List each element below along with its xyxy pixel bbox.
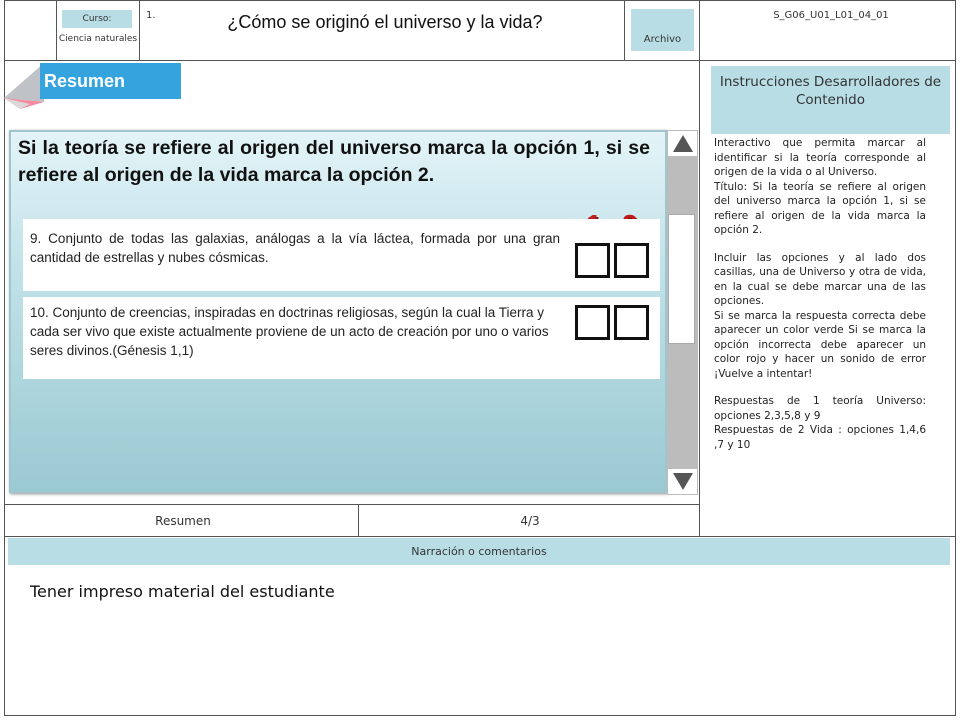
frame-top [4, 0, 956, 1]
narration-text: Tener impreso material del estudiante [30, 582, 335, 601]
instructions-p6: Respuestas de 2 Vida : opciones 1,4,6 ,7 y 10 [714, 424, 926, 451]
frame-right [955, 0, 956, 716]
list-item [23, 219, 660, 291]
divider-curso [56, 0, 57, 60]
narration-heading: Narración o comentarios [8, 538, 950, 565]
tab-fold-icon [0, 62, 44, 114]
divider-archivo [624, 0, 625, 60]
scrollbar-thumb[interactable] [668, 214, 695, 344]
slide-code: S_G06_U01_L01_04_01 [773, 10, 889, 21]
instructions-p4: Si se marca la respuesta correcta debe aparecer un color verde Si se marca la opción incorrecta debe aparecer un color rojo y hacer un sonido de error ¡Vuelve a intentar! [714, 309, 926, 380]
checkbox-universo[interactable] [575, 243, 610, 278]
instructions-p1: Interactivo que permita marcar al identificar si la teoría corresponde al origen de la vida o al Universo. [714, 137, 926, 178]
scroll-down-button[interactable] [668, 469, 697, 494]
resumen-tab[interactable]: Resumen [40, 63, 181, 99]
divider-footer-mid [358, 504, 359, 537]
footer-page: 4/3 [520, 514, 540, 528]
item-text: 9. Conjunto de todas las galaxias, análogas a la vía láctea, formada por una gran cantidad de estrellas y nubes cósmicas. [30, 231, 560, 265]
arrow-down-icon [673, 473, 693, 490]
checkbox-vida[interactable] [614, 243, 649, 278]
divider-code [699, 0, 700, 537]
footer-section: Resumen [155, 514, 211, 528]
scroll-up-button[interactable] [668, 131, 697, 156]
archivo-label: Archivo [631, 9, 694, 51]
divider-header [4, 60, 956, 61]
page-title: ¿Cómo se originó el universo y la vida? [227, 12, 543, 32]
item-text: 10. Conjunto de creencias, inspiradas en doctrinas religiosas, según la cual la Tierra y cada ser vivo que existe actualmente proviene de un acto de creación por uno o varios seres divinos.(Génesis 1,1) [30, 305, 549, 358]
instructions-p5: Respuestas de 1 teoría Universo: opciones 2,3,5,8 y 9 [714, 395, 926, 422]
divider-footer-bottom [4, 536, 956, 537]
divider-footer-top [4, 504, 700, 505]
list-item [23, 297, 660, 379]
divider-num [139, 0, 140, 60]
frame-bottom [4, 715, 956, 716]
curso-label: Curso: [62, 10, 132, 28]
instructions-body [714, 136, 926, 452]
activity-instruction: Si la teoría se refiere al origen del universo marca la opción 1, si se refiere al origen de la vida marca la opción 2. [18, 137, 650, 186]
checkbox-universo[interactable] [575, 305, 610, 340]
arrow-up-icon [673, 135, 693, 152]
instructions-p3: Incluir las opciones y al lado dos casillas, una de Universo y otra de vida, en la cual se debe marcar una de las opciones. [714, 251, 926, 307]
checkbox-vida[interactable] [614, 305, 649, 340]
curso-value: Ciencia naturales [58, 34, 138, 44]
slide-number: 1. [146, 10, 156, 21]
instructions-p2: Título: Si la teoría se refiere al origen del universo marca la opción 1, si se refiere al origen de la vida marca la opción 2. [714, 180, 926, 236]
instructions-heading: Instrucciones Desarrolladores de Contenido [711, 66, 950, 134]
